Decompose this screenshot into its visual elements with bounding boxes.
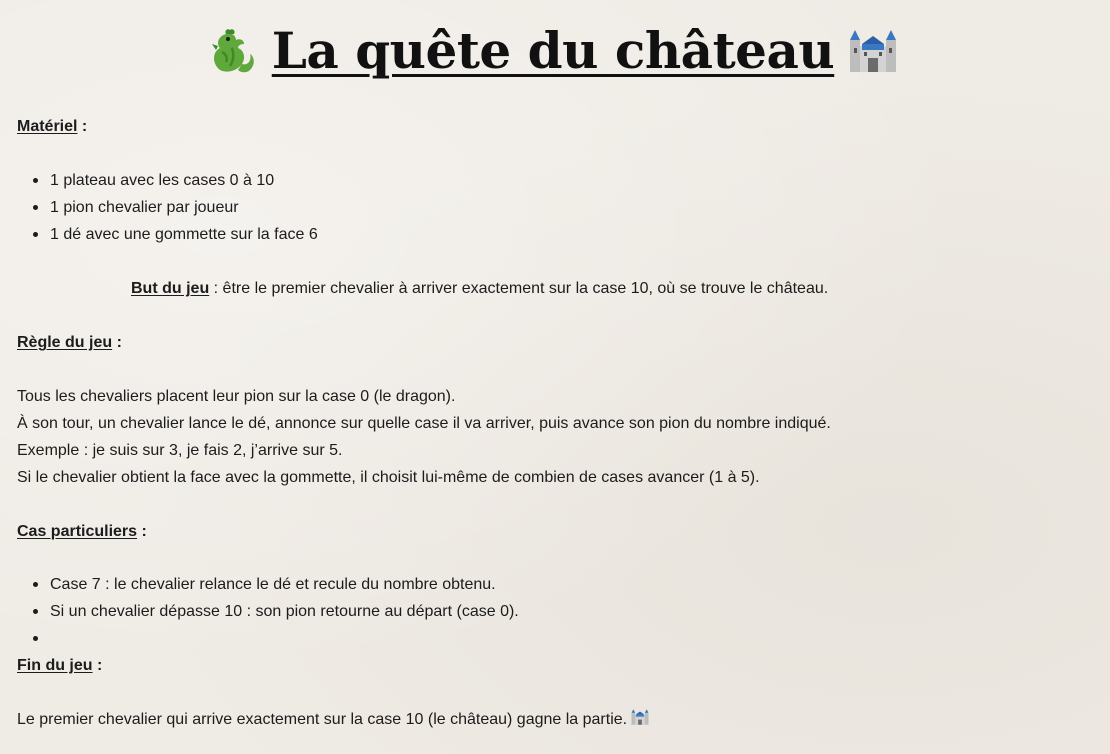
regle-heading-label: Règle du jeu	[17, 334, 113, 351]
list-item: Si un chevalier dépasse 10 : son pion retourne au départ (case 0).	[50, 598, 519, 625]
page-title: La quête du château	[271, 21, 835, 80]
list-item: 1 pion chevalier par joueur	[50, 194, 318, 221]
fin-heading-label: Fin du jeu	[17, 657, 93, 674]
fin-paragraph	[17, 706, 650, 733]
dragon-icon	[206, 24, 260, 78]
regle-heading-suffix: :	[112, 334, 122, 351]
goal-text: : être le premier chevalier à arriver exactement sur la case 10, où se trouve le château.	[209, 280, 829, 297]
list-item-empty	[50, 625, 519, 652]
fin-text: Le premier chevalier qui arrive exactement sur la case 10 (le château) gagne la partie.	[17, 711, 628, 728]
materiel-heading	[17, 117, 87, 137]
castle-icon	[630, 707, 650, 727]
fin-heading-suffix: :	[92, 657, 103, 674]
list-item: 1 dé avec une gommette sur la face 6	[50, 221, 318, 248]
list-item: Case 7 : le chevalier relance le dé et recule du nombre obtenu.	[50, 571, 519, 598]
regle-line: Exemple : je suis sur 3, je fais 2, j’arrive sur 5.	[17, 442, 343, 459]
materiel-heading-label: Matériel	[17, 118, 78, 135]
fin-heading	[17, 656, 102, 676]
goal-paragraph	[131, 279, 828, 299]
regle-heading	[17, 333, 122, 353]
goal-label: But du jeu	[131, 280, 210, 297]
title-row	[0, 16, 1110, 86]
materiel-heading-suffix: :	[77, 118, 88, 135]
regle-line: Si le chevalier obtient la face avec la gommette, il choisit lui-même de combien de cases avancer (1 à 5).	[17, 469, 760, 486]
list-item: 1 plateau avec les cases 0 à 10	[50, 167, 318, 194]
cas-heading	[17, 522, 147, 542]
cas-list	[0, 571, 519, 652]
regle-line: Tous les chevaliers placent leur pion sur la case 0 (le dragon).	[17, 388, 456, 405]
regle-paragraph	[17, 383, 831, 491]
cas-heading-suffix: :	[137, 523, 147, 540]
materiel-list	[0, 167, 318, 248]
cas-heading-label: Cas particuliers	[17, 523, 138, 540]
castle-icon	[846, 24, 900, 78]
regle-line: À son tour, un chevalier lance le dé, annonce sur quelle case il va arriver, puis avance son pion du nombre indiqué.	[17, 415, 831, 432]
